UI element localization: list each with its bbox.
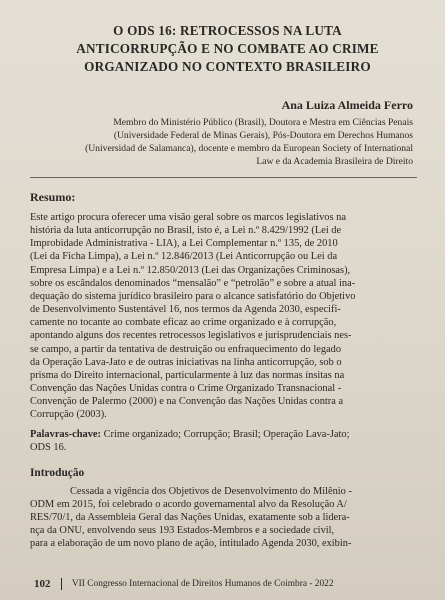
abstract-line: dequação do sistema jurídico brasileiro para o alcance satisfatório do Objetivo xyxy=(30,290,356,302)
abstract-line: Convenção de Palermo (2000) e na Convenção das Nações Unidas contra a xyxy=(30,396,344,408)
title-line: O ODS 16: RETROCESSOS NA LUTA xyxy=(113,23,342,38)
affiliation-line: (Universidade Federal de Minas Gerais), Pós-Doutora em Derechos Humanos xyxy=(113,130,413,141)
abstract-line: história da luta anticorrupção no Brasil, isto é, a Lei n.º 8.429/1992 (Lei de xyxy=(30,225,342,237)
abstract-line: (Lei da Ficha Limpa), a Lei n.º 12.846/2013 (Lei Anticorrupção ou Lei da xyxy=(30,251,338,263)
author-name: Ana Luiza Almeida Ferro xyxy=(281,98,413,112)
section-divider xyxy=(30,177,417,178)
abstract-line: camente no tocante ao combate eficaz ao crime organizado e à corrupção, xyxy=(30,317,337,329)
intro-line: ODM em 2015, foi celebrado o acordo governamental alvo da Resolução A/ xyxy=(30,498,347,510)
page-footer xyxy=(34,578,334,590)
abstract-line: prisma do Direito internacional, particularmente à luz das normas ínsitas na xyxy=(30,369,345,381)
keywords xyxy=(30,428,419,454)
title-line: ANTICORRUPÇÃO E NO COMBATE AO CRIME xyxy=(76,41,379,56)
introduction-heading: Introdução xyxy=(30,466,85,479)
abstract-heading: Resumo: xyxy=(30,190,76,204)
abstract-line: apontando alguns dos recentes retrocessos legislativos e jurisprudenciais nes- xyxy=(30,330,352,342)
conference-name: VII Congresso Internacional de Direitos Humanos de Coimbra - 2022 xyxy=(71,579,334,589)
abstract-line: Convenção das Nações Unidas contra o Crime Organizado Transnacional - xyxy=(30,383,342,395)
abstract-line: se campo, a partir da tentativa de destruição ou enfraquecimento do legado xyxy=(30,343,342,355)
keywords-label: Palavras-chave: xyxy=(30,428,101,440)
abstract-body xyxy=(30,211,419,422)
introduction-body xyxy=(30,485,419,551)
page-number: 102 xyxy=(34,578,51,590)
intro-line: RES/70/1, da Assembleia Geral das Nações Unidas, exatamente sob a lidera- xyxy=(30,512,350,524)
abstract-line: Este artigo procura oferecer uma visão geral sobre os marcos legislativos na xyxy=(30,212,346,223)
title-line: ORGANIZADO NO CONTEXTO BRASILEIRO xyxy=(84,59,371,74)
intro-line: Cessada a vigência dos Objetivos de Desenvolvimento do Milênio - xyxy=(70,485,352,497)
intro-line: para a elaboração de um novo plano de ação, intitulado Agenda 2030, exibin- xyxy=(30,538,352,550)
abstract-line: de Desenvolvimento Sustentável 16, nos termos da Agenda 2030, especifi- xyxy=(30,304,341,316)
abstract-line: Empresa Limpa) e a Lei n.º 12.850/2013 (Lei das Organizações Criminosas), xyxy=(30,264,351,276)
article-title xyxy=(44,22,411,76)
keywords-list-continued: ODS 16. xyxy=(30,441,67,453)
intro-line: nça da ONU, envolvendo seus 193 Estados-Membros e a sociedade civil, xyxy=(30,525,335,537)
abstract-line: da Operação Lava-Jato e de outras iniciativas na linha anticorrupção, sob o xyxy=(30,356,342,368)
footer-separator xyxy=(61,578,62,590)
affiliation-line: Law e da Academia Brasileira de Direito xyxy=(256,156,413,167)
affiliation-line: Membro do Ministério Público (Brasil), Doutora e Mestra em Ciências Penais xyxy=(113,117,413,128)
abstract-line: Improbidade Administrativa - LIA), a Lei Complementar n.º 135, de 2010 xyxy=(30,238,338,250)
abstract-line: Corrupção (2003). xyxy=(30,409,107,421)
keywords-list: Crime organizado; Corrupção; Brasil; Operação Lava-Jato; xyxy=(100,428,350,440)
affiliation-line: (Universidad de Salamanca), docente e membro da European Society of International xyxy=(85,143,413,154)
abstract-line: sobre os escândalos denominados “mensalão” e “petrolão” e sobre a atual ina- xyxy=(30,277,356,289)
author-affiliation xyxy=(30,116,413,168)
